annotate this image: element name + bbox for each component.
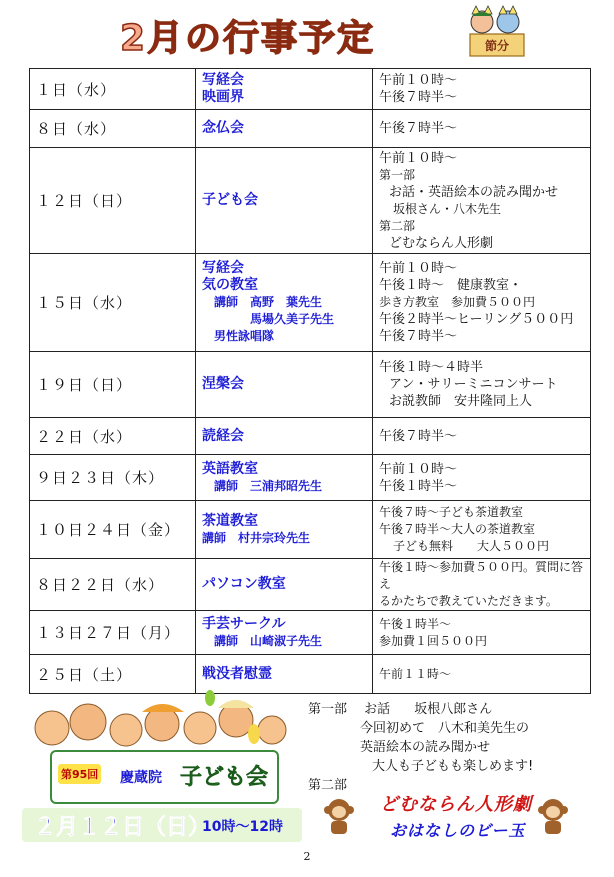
event-item: 戦没者慰霊 xyxy=(202,665,272,682)
row-times xyxy=(373,611,591,655)
event-item: 手芸サークル xyxy=(202,615,286,632)
page-number: 2 xyxy=(303,850,311,863)
time-item: 午後７時半～ xyxy=(379,90,458,105)
schedule-row xyxy=(30,418,591,455)
row-events xyxy=(196,501,373,559)
time-item: るかたちで教えていただきます。 xyxy=(379,594,558,608)
time-item: 坂根さん・八木先生 xyxy=(393,201,502,216)
schedule-row xyxy=(30,110,591,148)
event-item: 講師 山崎淑子先生 xyxy=(214,633,323,648)
banner-time: 10時～12時 xyxy=(202,819,283,835)
part1-label: 第一部 xyxy=(308,702,348,717)
event-item: 読経会 xyxy=(202,427,244,444)
part2-label: 第二部 xyxy=(308,778,348,793)
row-events xyxy=(196,254,373,352)
event-item: 子ども会 xyxy=(202,192,258,208)
row-times xyxy=(373,655,591,694)
time-item: 第一部 xyxy=(379,167,416,182)
row-events xyxy=(196,559,373,611)
schedule-row xyxy=(30,655,591,694)
time-item: アン・サリーミニコンサート xyxy=(389,377,558,392)
event-item: 講師 高野 葉先生 xyxy=(214,295,323,309)
temple-name: 慶蔵院 xyxy=(120,770,162,786)
row-times xyxy=(373,455,591,501)
time-item: 午後７時半～大人の茶道教室 xyxy=(379,522,536,536)
row-events xyxy=(196,455,373,501)
banner-date: ２月１２日（日） xyxy=(34,815,211,840)
row-date: １日（水） xyxy=(30,69,196,110)
schedule-row xyxy=(30,148,591,254)
page-title: 2月の行事予定 xyxy=(120,18,376,59)
schedule-row xyxy=(30,501,591,559)
time-item: 午前１０時～ xyxy=(379,150,458,166)
event-item: 英語教室 xyxy=(202,460,258,477)
puppet-troupe-name: どむならん人形劇 xyxy=(380,794,532,815)
schedule-row xyxy=(30,254,591,352)
setsubun-label: 節分 xyxy=(484,39,510,53)
event-item: 念仏会 xyxy=(202,120,244,136)
row-events xyxy=(196,418,373,455)
time-item: 第二部 xyxy=(379,218,416,233)
time-item: 午後１時～参加費５００円。質問に答え xyxy=(379,560,584,591)
event-item: 映画界 xyxy=(202,89,244,105)
info-line: 今回初めて 八木和美先生の xyxy=(360,721,530,736)
time-item: 午前１０時～ xyxy=(379,461,458,477)
row-date: ９日２３日（木） xyxy=(30,455,196,501)
time-item: 午後１時半～ xyxy=(379,616,452,631)
row-date: ８日（水） xyxy=(30,110,196,148)
event-item: パソコン教室 xyxy=(202,576,286,592)
event-name: 子ども会 xyxy=(180,765,269,790)
row-date: ８日２２日（水） xyxy=(30,559,196,611)
part1-speaker: 坂根八郎さん xyxy=(414,702,493,717)
time-item: 午後７時半～ xyxy=(379,121,458,136)
row-times xyxy=(373,352,591,418)
info-line: 英語絵本の読み聞かせ xyxy=(360,740,491,755)
event-board xyxy=(50,750,279,804)
time-item: 午後７時半～ xyxy=(379,428,458,444)
schedule-table xyxy=(29,68,591,694)
row-date: １２日（日） xyxy=(30,148,196,254)
time-item: 子ども無料 大人５００円 xyxy=(393,539,550,553)
program-info xyxy=(308,700,533,795)
row-date: １３日２７日（月） xyxy=(30,611,196,655)
event-item: 講師 村井宗玲先生 xyxy=(202,530,311,545)
schedule-row xyxy=(30,69,591,110)
row-events xyxy=(196,655,373,694)
time-item: 午前１１時～ xyxy=(379,666,452,681)
schedule-row xyxy=(30,352,591,418)
time-item: 午後１時半～ xyxy=(379,478,458,494)
row-times xyxy=(373,254,591,352)
event-item: 男性詠唱隊 xyxy=(214,329,275,343)
event-item: 写経会 xyxy=(202,260,244,276)
banner-date-strip xyxy=(22,808,302,842)
row-events xyxy=(196,352,373,418)
kodomo-kai-banner xyxy=(22,690,302,850)
time-item: 午後７時～子ども茶道教室 xyxy=(379,505,524,519)
event-item: 涅槃会 xyxy=(202,376,244,392)
row-date: １９日（日） xyxy=(30,352,196,418)
event-item: 馬場久美子先生 xyxy=(250,312,335,326)
row-times xyxy=(373,418,591,455)
monkey-puppet-icon xyxy=(322,796,356,836)
info-part1-row xyxy=(308,700,533,719)
schedule-row xyxy=(30,455,591,501)
time-item: 午前１０時～ xyxy=(379,261,458,276)
part1-title: お話 xyxy=(364,702,391,717)
row-events xyxy=(196,148,373,254)
schedule-row xyxy=(30,559,591,611)
row-date: ２５日（土） xyxy=(30,655,196,694)
row-events xyxy=(196,69,373,110)
setsubun-oni-illustration xyxy=(464,4,530,60)
info-line: 大人も子どもも楽しめます! xyxy=(372,759,534,774)
event-item: 写経会 xyxy=(202,72,244,88)
time-item: 参加費１回５００円 xyxy=(379,633,488,648)
row-events xyxy=(196,110,373,148)
time-item: お説教師 安井隆同上人 xyxy=(389,394,533,409)
row-date: １５日（水） xyxy=(30,254,196,352)
time-item: どむならん人形劇 xyxy=(389,235,494,251)
row-date: ２２日（水） xyxy=(30,418,196,455)
row-times xyxy=(373,69,591,110)
row-times xyxy=(373,501,591,559)
monkey-puppet-icon xyxy=(536,796,570,836)
time-item: 歩き方教室 参加費５００円 xyxy=(379,295,536,309)
row-events xyxy=(196,611,373,655)
time-item: お話・英語絵本の読み聞かせ xyxy=(389,184,559,200)
row-times xyxy=(373,110,591,148)
time-item: 午後１時～ 健康教室・ xyxy=(379,278,523,293)
time-item: 午後２時半～ヒーリング５００円 xyxy=(379,312,574,327)
time-item: 午後１時～４時半 xyxy=(379,360,484,375)
event-item: 講師 三浦邦昭先生 xyxy=(214,478,323,493)
event-item: 気の教室 xyxy=(202,277,258,293)
schedule-row xyxy=(30,611,591,655)
event-item: 茶道教室 xyxy=(202,512,258,529)
edition-badge: 第95回 xyxy=(58,764,101,784)
row-date: １０日２４日（金） xyxy=(30,501,196,559)
group-name: おはなしのビー玉 xyxy=(390,821,526,840)
time-item: 午前１０時～ xyxy=(379,73,458,88)
time-item: 午後７時半～ xyxy=(379,329,458,344)
row-times xyxy=(373,559,591,611)
row-times xyxy=(373,148,591,254)
